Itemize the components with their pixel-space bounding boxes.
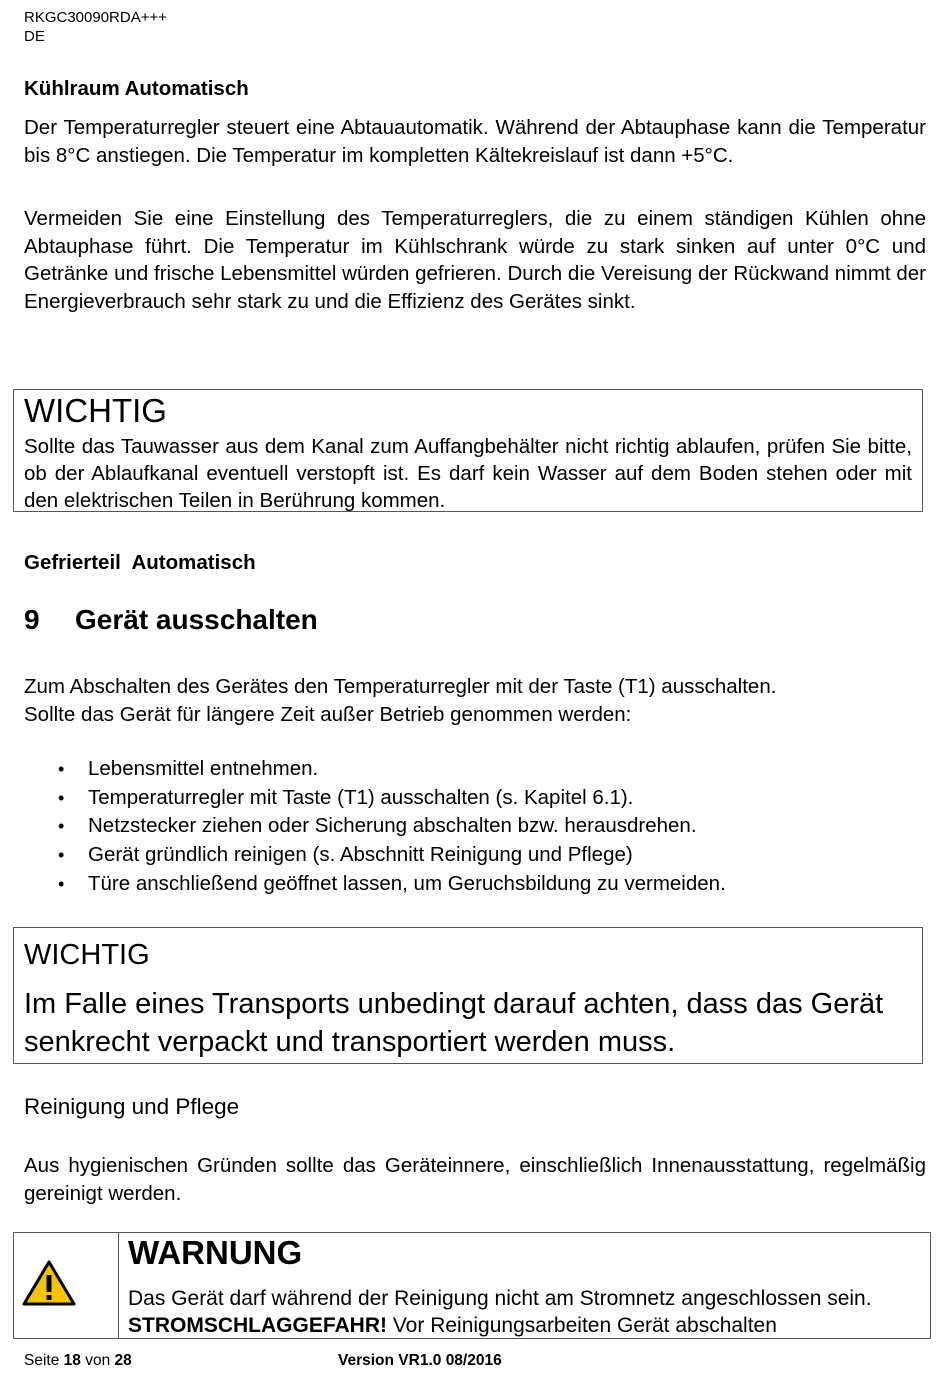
total-pages: 28 — [114, 1352, 132, 1369]
note-title: WICHTIG — [24, 939, 150, 971]
section-title-kuehlraum: Kühlraum Automatisch — [24, 77, 249, 100]
page-of-label: von — [80, 1352, 115, 1369]
list-item: • Temperaturregler mit Taste (T1) ausschalten (s. Kapitel 6.1). — [24, 784, 924, 813]
warning-triangle-icon — [14, 1233, 118, 1338]
model-number: RKGC30090RDA+++ — [24, 9, 167, 26]
note-box-tauwasser — [13, 389, 923, 512]
paragraph-abtau: Der Temperaturregler steuert eine Abtauautomatik. Während der Abtauphase kann die Temperatur bis 8°C anstiegen. Die Temperatur im kompletten Kältekreislauf ist dann +5°C. — [24, 116, 926, 167]
warning-text-a: Das Gerät darf während der Reinigung nicht am Stromnetz angeschlossen sein. — [128, 1287, 872, 1310]
chapter-number: 9 — [24, 604, 40, 635]
section-title-gefrierteil: Gefrierteil Automatisch — [24, 551, 256, 574]
paragraph-einstellung: Vermeiden Sie eine Einstellung des Temperaturreglers, die zu einem ständigen Kühlen ohne Abtauphase führt. Die Temperatur im Kühlschrank würde zu stark sinken auf unter 0°C und Getränke und frische Lebensmittel würden gefrieren. Durch die Vereisung der Rückwand nimmt der Energieverbrauch sehr stark zu und die Effizienz des Gerätes sinkt. — [24, 207, 926, 313]
warning-text — [128, 1285, 924, 1339]
note-text: Im Falle eines Transports unbedingt darauf achten, dass das Gerät senkrecht verpackt und transportiert werden muss. — [24, 988, 884, 1058]
current-page: 18 — [63, 1352, 81, 1369]
warning-box — [13, 1232, 931, 1339]
warning-icon-cell — [14, 1233, 119, 1338]
list-item: • Gerät gründlich reinigen (s. Abschnitt Reinigung und Pflege) — [24, 841, 924, 870]
chapter-title: Gerät ausschalten — [75, 604, 318, 635]
page-label: Seite — [24, 1352, 64, 1369]
list-item: • Türe anschließend geöffnet lassen, um Geruchsbildung zu vermeiden. — [24, 870, 924, 899]
shutdown-steps-list — [24, 755, 924, 899]
doc-header — [24, 8, 167, 46]
paragraph-line-1: Zum Abschalten des Gerätes den Temperaturregler mit der Taste (T1) ausschalten. — [24, 675, 777, 698]
note-title: WICHTIG — [24, 392, 167, 429]
paragraph-hygiene: Aus hygienischen Gründen sollte das Geräteinnere, einschließlich Innenausstattung, regelmäßig gereinigt werden. — [24, 1154, 926, 1205]
note-text: Sollte das Tauwasser aus dem Kanal zum Auffangbehälter nicht richtig ablaufen, prüfen Sie bitte, ob der Ablaufkanal eventuell verstopft ist. Es darf kein Wasser auf dem Boden stehen oder mit den elektrischen Teilen in Berührung kommen. — [24, 435, 912, 512]
paragraph-line-2: Sollte das Gerät für längere Zeit außer Betrieb genommen werden: — [24, 702, 632, 726]
paragraph-abschalten — [24, 673, 934, 728]
warning-title: WARNUNG — [128, 1234, 303, 1271]
chapter-heading — [24, 604, 318, 636]
list-item: • Lebensmittel entnehmen. — [24, 755, 924, 784]
note-box-transport — [13, 927, 923, 1064]
list-item: • Netzstecker ziehen oder Sicherung abschalten bzw. herausdrehen. — [24, 812, 924, 841]
section-title-reinigung: Reinigung und Pflege — [24, 1094, 240, 1119]
page-number — [24, 1352, 132, 1370]
warning-emphasis: STROMSCHLAGGEFAHR! — [128, 1314, 387, 1337]
version-info: Version VR1.0 08/2016 — [338, 1352, 502, 1369]
warning-text-c: Vor Reinigungsarbeiten Gerät abschalten — [387, 1314, 777, 1337]
language-code: DE — [24, 28, 45, 45]
